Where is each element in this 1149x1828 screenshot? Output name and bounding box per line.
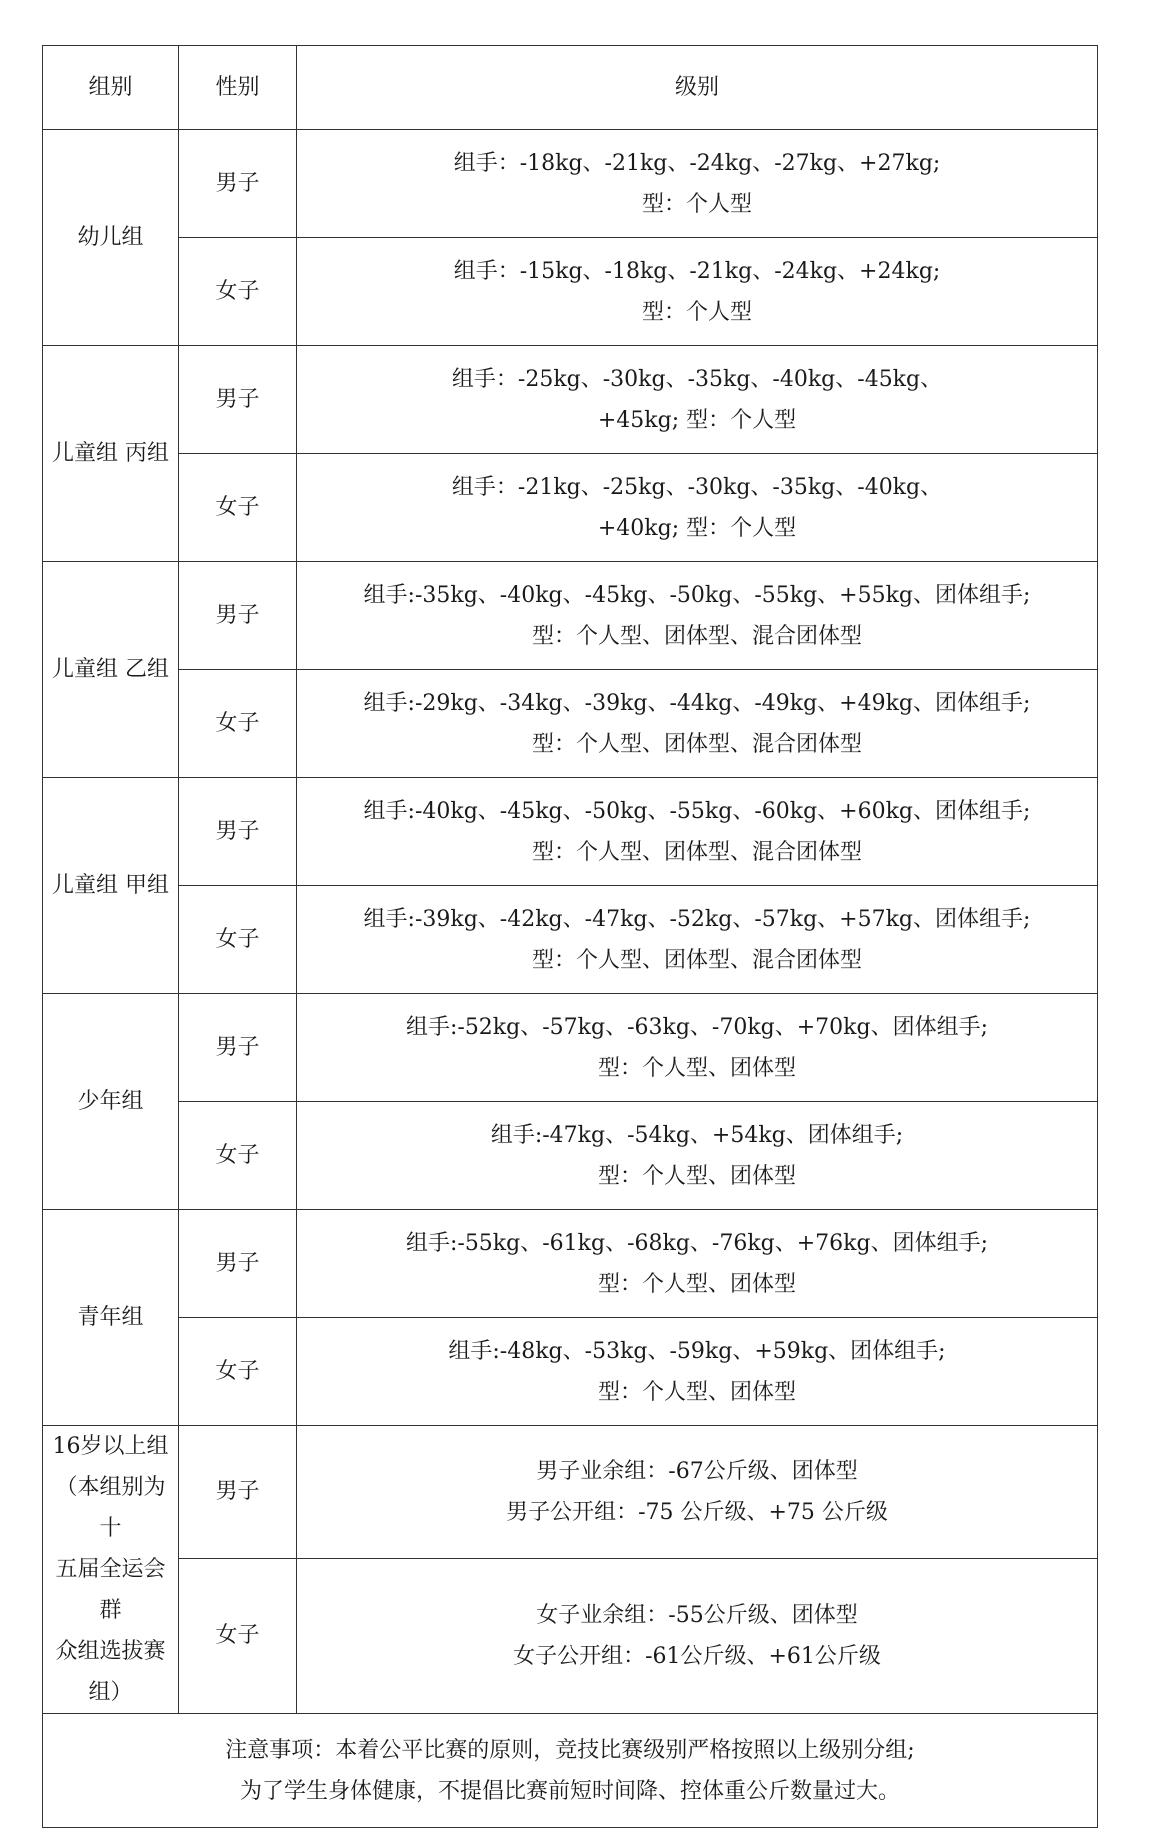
level-line: 型：个人型 bbox=[641, 191, 752, 217]
gender-cell: 男子 bbox=[179, 346, 297, 454]
note-cell bbox=[43, 1714, 1098, 1828]
level-line: +40kg; 型：个人型 bbox=[597, 515, 797, 541]
group-cell bbox=[43, 346, 179, 562]
level-line: 组手：-18kg、-21kg、-24kg、-27kg、+27kg; bbox=[453, 150, 941, 176]
gender-cell: 女子 bbox=[179, 1318, 297, 1426]
gender-cell: 男子 bbox=[179, 130, 297, 238]
level-cell bbox=[297, 670, 1098, 778]
level-line: 型：个人型、团体型 bbox=[597, 1271, 796, 1297]
gender-cell: 男子 bbox=[179, 1426, 297, 1559]
group-label: 少年组 bbox=[77, 1089, 144, 1114]
level-line: 女子业余组：-55公斤级、团体型 bbox=[536, 1602, 858, 1628]
gender-cell: 女子 bbox=[179, 670, 297, 778]
level-line: 型：个人型、团体型、混合团体型 bbox=[531, 947, 862, 973]
table-row bbox=[43, 238, 1098, 346]
table-row bbox=[43, 994, 1098, 1102]
group-label: 青年组 bbox=[77, 1305, 144, 1330]
level-line: 男子公开组：-75 公斤级、+75 公斤级 bbox=[506, 1499, 888, 1525]
table-row bbox=[43, 562, 1098, 670]
table-row bbox=[43, 1426, 1098, 1559]
level-line: 组手:-39kg、-42kg、-47kg、-52kg、-57kg、+57kg、团体组手; bbox=[363, 906, 1031, 932]
level-cell bbox=[297, 778, 1098, 886]
gender-cell: 男子 bbox=[179, 994, 297, 1102]
group-label: 众组选拔赛 bbox=[55, 1639, 166, 1664]
gender-cell: 女子 bbox=[179, 454, 297, 562]
level-cell bbox=[297, 346, 1098, 454]
group-label: 儿童组 甲组 bbox=[52, 873, 169, 898]
gender-cell: 男子 bbox=[179, 562, 297, 670]
group-label: 五届全运会群 bbox=[55, 1557, 166, 1623]
gender-cell: 男子 bbox=[179, 778, 297, 886]
level-line: 组手：-15kg、-18kg、-21kg、-24kg、+24kg; bbox=[453, 258, 941, 284]
level-line: 组手:-29kg、-34kg、-39kg、-44kg、-49kg、+49kg、团体组手; bbox=[363, 690, 1031, 716]
group-label: 儿童组 乙组 bbox=[52, 657, 169, 682]
header-level: 级别 bbox=[297, 46, 1098, 130]
level-line: 组手:-47kg、-54kg、+54kg、团体组手; bbox=[490, 1122, 904, 1148]
group-label: 组） bbox=[88, 1680, 133, 1705]
level-cell bbox=[297, 994, 1098, 1102]
level-cell bbox=[297, 562, 1098, 670]
table-row bbox=[43, 130, 1098, 238]
level-cell bbox=[297, 130, 1098, 238]
header-group: 组别 bbox=[43, 46, 179, 130]
level-cell bbox=[297, 886, 1098, 994]
group-cell bbox=[43, 994, 179, 1210]
level-line: 型：个人型、团体型、混合团体型 bbox=[531, 623, 862, 649]
level-line: 组手：-21kg、-25kg、-30kg、-35kg、-40kg、 bbox=[451, 474, 943, 500]
level-cell bbox=[297, 1318, 1098, 1426]
table-row bbox=[43, 454, 1098, 562]
group-cell bbox=[43, 1426, 179, 1714]
note-line: 注意事项：本着公平比赛的原则，竞技比赛级别严格按照以上级别分组; bbox=[225, 1737, 915, 1763]
gender-cell: 女子 bbox=[179, 1558, 297, 1713]
header-row bbox=[43, 46, 1098, 130]
level-line: 型：个人型、团体型 bbox=[597, 1379, 796, 1405]
header-gender: 性别 bbox=[179, 46, 297, 130]
table-row bbox=[43, 778, 1098, 886]
table-row bbox=[43, 670, 1098, 778]
level-line: +45kg; 型：个人型 bbox=[597, 407, 797, 433]
level-line: 型：个人型 bbox=[641, 299, 752, 325]
level-line: 型：个人型、团体型 bbox=[597, 1055, 796, 1081]
level-cell bbox=[297, 1210, 1098, 1318]
level-line: 组手:-55kg、-61kg、-68kg、-76kg、+76kg、团体组手; bbox=[405, 1230, 989, 1256]
table-row bbox=[43, 1558, 1098, 1713]
level-line: 组手:-35kg、-40kg、-45kg、-50kg、-55kg、+55kg、团体组手; bbox=[363, 582, 1031, 608]
level-cell bbox=[297, 454, 1098, 562]
gender-cell: 女子 bbox=[179, 886, 297, 994]
group-cell bbox=[43, 562, 179, 778]
level-line: 型：个人型、团体型、混合团体型 bbox=[531, 731, 862, 757]
table-row bbox=[43, 886, 1098, 994]
level-line: 型：个人型、团体型 bbox=[597, 1163, 796, 1189]
group-cell bbox=[43, 130, 179, 346]
table-row bbox=[43, 1318, 1098, 1426]
gender-cell: 男子 bbox=[179, 1210, 297, 1318]
group-label: 幼儿组 bbox=[77, 225, 144, 250]
level-line: 组手:-48kg、-53kg、-59kg、+59kg、团体组手; bbox=[448, 1338, 946, 1364]
category-table bbox=[42, 45, 1098, 1828]
group-cell bbox=[43, 778, 179, 994]
level-line: 型：个人型、团体型、混合团体型 bbox=[531, 839, 862, 865]
table-row bbox=[43, 1102, 1098, 1210]
gender-cell: 女子 bbox=[179, 1102, 297, 1210]
group-label: 16岁以上组 bbox=[52, 1434, 169, 1459]
level-cell bbox=[297, 1102, 1098, 1210]
level-line: 组手：-25kg、-30kg、-35kg、-40kg、-45kg、 bbox=[451, 366, 943, 392]
group-label: 儿童组 丙组 bbox=[52, 441, 169, 466]
note-line: 为了学生身体健康，不提倡比赛前短时间降、控体重公斤数量过大。 bbox=[239, 1778, 900, 1804]
group-label: （本组别为十 bbox=[55, 1475, 166, 1541]
level-cell bbox=[297, 1558, 1098, 1713]
level-line: 女子公开组：-61公斤级、+61公斤级 bbox=[513, 1643, 881, 1669]
level-line: 组手:-52kg、-57kg、-63kg、-70kg、+70kg、团体组手; bbox=[405, 1014, 989, 1040]
level-line: 男子业余组：-67公斤级、团体型 bbox=[536, 1458, 858, 1484]
level-cell bbox=[297, 238, 1098, 346]
level-cell bbox=[297, 1426, 1098, 1559]
table-row bbox=[43, 1210, 1098, 1318]
note-row bbox=[43, 1714, 1098, 1828]
gender-cell: 女子 bbox=[179, 238, 297, 346]
level-line: 组手:-40kg、-45kg、-50kg、-55kg、-60kg、+60kg、团体组手; bbox=[363, 798, 1031, 824]
table-row bbox=[43, 346, 1098, 454]
group-cell bbox=[43, 1210, 179, 1426]
